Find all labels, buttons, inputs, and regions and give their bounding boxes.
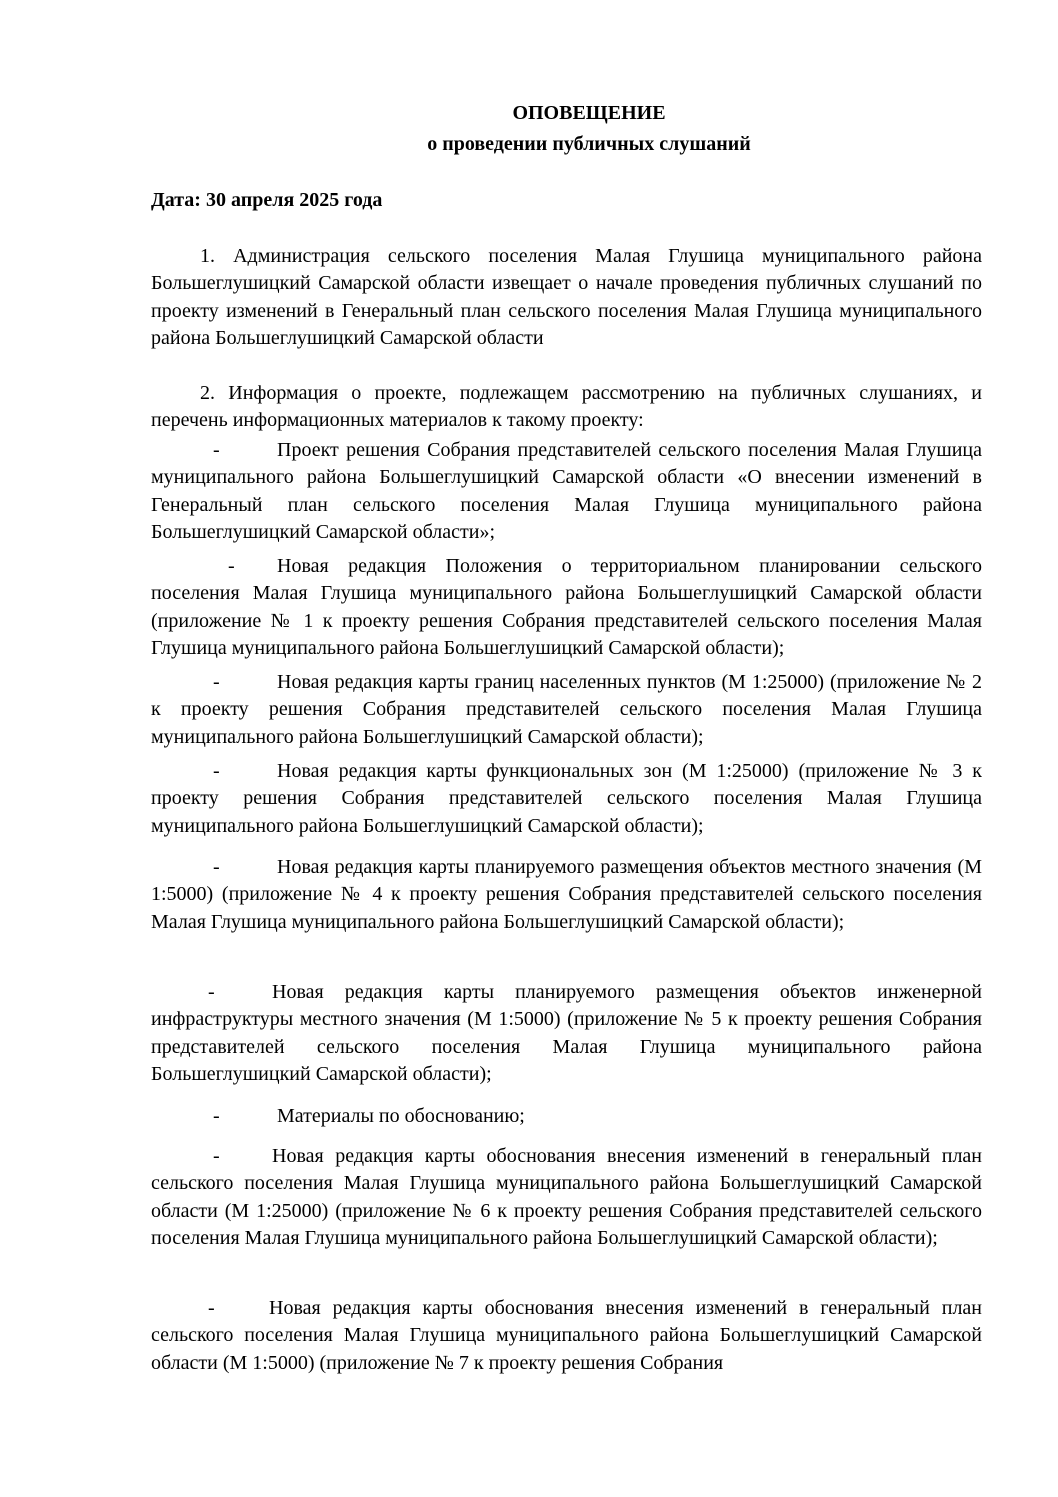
list-item: [151, 979, 982, 1089]
list-item-text: Новая редакция карты обоснования внесения изменений в генеральный план сельского поселения Малая Глушица муниципального района Большеглушицкий Самарской области (М 1:5000) (приложение № 7 к проекту решения Собрания: [151, 1297, 982, 1374]
paragraph-2: 2. Информация о проекте, подлежащем рассмотрению на публичных слушаниях, и перечень информационных материалов к такому проекту:: [151, 382, 982, 432]
list-item-text: Проект решения Собрания представителей сельского поселения Малая Глушица муниципального района Большеглушицкий Самарской области «О внесении изменений в Генеральный план сельского поселения Малая Глушица муниципального района Большеглушицкий Самарской области»;: [151, 439, 982, 544]
list-bullet: -: [208, 981, 215, 1003]
list-bullet: -: [213, 439, 220, 461]
list-bullet: -: [213, 856, 220, 878]
list-item: [151, 1143, 982, 1253]
list-item: [151, 758, 982, 840]
list-item: [151, 1103, 982, 1130]
document-subtitle: о проведении публичных слушаний: [427, 133, 751, 155]
list-bullet: -: [213, 1145, 220, 1167]
list-item: [151, 1295, 982, 1377]
paragraph-1: 1. Администрация сельского поселения Малая Глушица муниципального района Большеглушицкий Самарской области извещает о начале проведения публичных слушаний по проекту изменений в Генеральный план сельского поселения Малая Глушица муниципального района Большеглушицкий Самарской области: [151, 245, 982, 350]
list-bullet: -: [208, 1297, 215, 1319]
list-item-text: Новая редакция карты границ населенных пунктов (М 1:25000) (приложение № 2 к проекту решения Собрания представителей сельского поселения Малая Глушица муниципального района Большеглушицкий Самарской области);: [151, 671, 982, 748]
list-bullet: -: [213, 671, 220, 693]
list-item-text: Новая редакция Положения о территориальном планировании сельского поселения Малая Глушица муниципального района Большеглушицкий Самарской области (приложение № 1 к проекту решения Собрания представителей сельского поселения Малая Глушица муниципального района Большеглушицкий Самарской области);: [151, 555, 982, 660]
list-item: [151, 553, 982, 663]
list-item: [151, 854, 982, 936]
list-item: [151, 669, 982, 751]
date-line: Дата: 30 апреля 2025 года: [151, 189, 383, 211]
list-item-text: Новая редакция карты планируемого размещения объектов местного значения (М 1:5000) (приложение № 4 к проекту решения Собрания представителей сельского поселения Малая Глушица муниципального района Большеглушицкий Самарской области);: [151, 856, 982, 933]
list-item: [151, 437, 982, 547]
document-title: ОПОВЕЩЕНИЕ: [512, 102, 666, 124]
list-item-text: Материалы по обоснованию;: [277, 1105, 525, 1127]
list-bullet: -: [213, 1105, 220, 1127]
list-item-text: Новая редакция карты планируемого размещения объектов инженерной инфраструктуры местного значения (М 1:5000) (приложение № 5 к проекту решения Собрания представителей сельского поселения Малая Глушица муниципального района Большеглушицкий Самарской области);: [151, 981, 982, 1086]
list-bullet: -: [228, 555, 235, 577]
list-bullet: -: [213, 760, 220, 782]
list-item-text: Новая редакция карты функциональных зон (М 1:25000) (приложение № 3 к проекту решения Собрания представителей сельского поселения Малая Глушица муниципального района Большеглушицкий Самарской области);: [151, 760, 982, 837]
list-item-text: Новая редакция карты обоснования внесения изменений в генеральный план сельского поселения Малая Глушица муниципального района Большеглушицкий Самарской области (М 1:25000) (приложение № 6 к проекту решения Собрания представителей сельского поселения Малая Глушица муниципального района Большеглушицкий Самарской области);: [151, 1145, 982, 1250]
